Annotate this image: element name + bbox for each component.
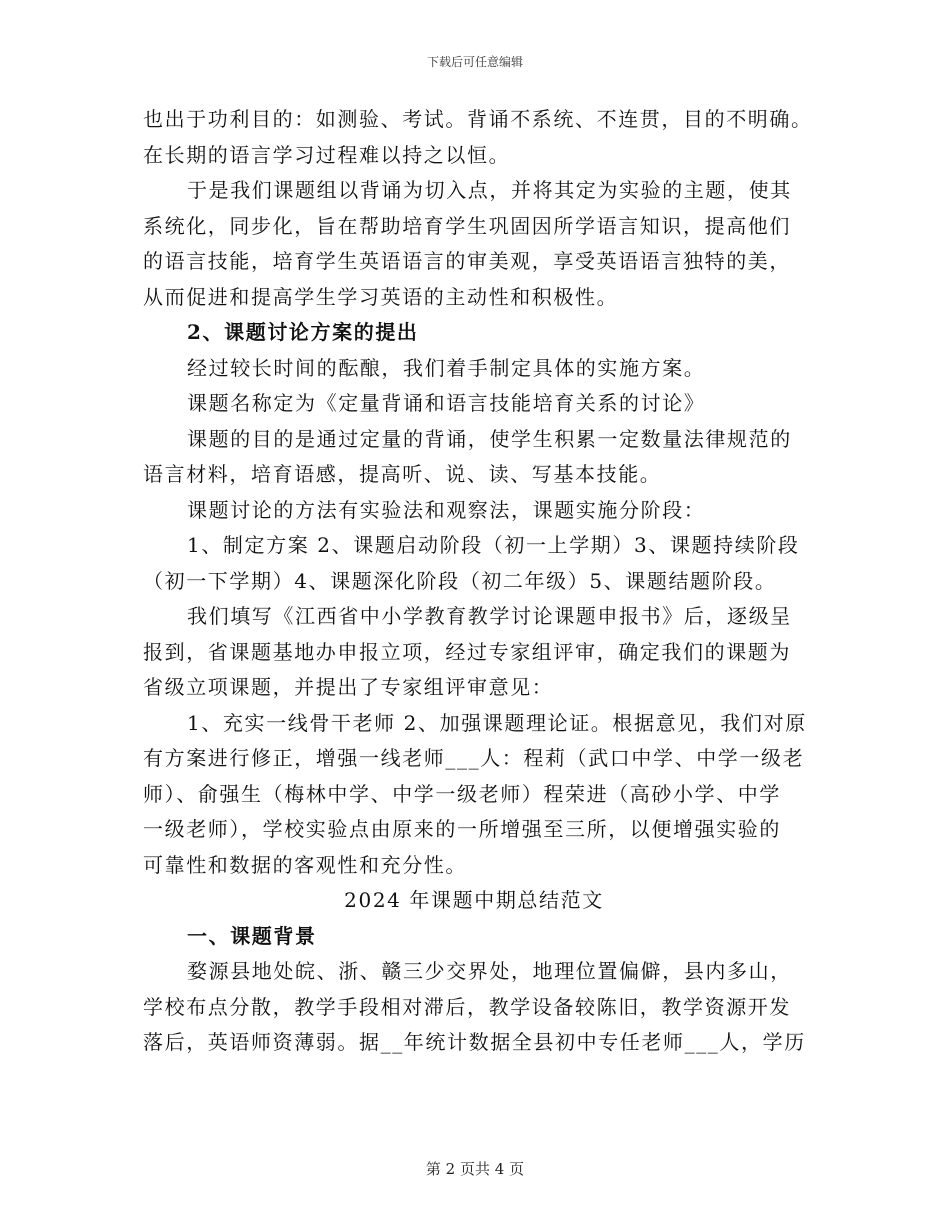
page-header: 下载后可任意编辑 <box>426 55 523 69</box>
text-line: 一级老师），学校实验点由原来的一所增强至三所，以便增强实验的 <box>143 817 781 841</box>
text-line: 师）、俞强生（梅林中学、中学一级老师）程荣进（高砂小学、中学 <box>143 781 781 806</box>
text-line: 课题讨论的方法有实验法和观察法，课题实施分阶段： <box>187 497 706 522</box>
text-line: 语言材料，培育语感，提高听、说、读、写基本技能。 <box>143 462 662 486</box>
text-line: 报到，省课题基地办申报立项，经过专家组评审，确定我们的课题为 <box>143 639 791 664</box>
text-line: 课题的目的是通过定量的背诵，使学生积累一定数量法律规范的 <box>187 426 792 451</box>
text-line: 2024 年课题中期总结范文 <box>344 888 604 912</box>
document-body <box>143 102 813 1061</box>
text-line: 经过较长时间的酝酿，我们着手制定具体的实施方案。 <box>187 355 706 380</box>
text-line: 婺源县地处皖、浙、赣三少交界处，地理位置偏僻，县内多山， <box>187 959 792 983</box>
text-line: 的语言技能，培育学生英语语言的审美观，享受英语语言独特的美， <box>143 249 791 273</box>
text-line: 在长期的语言学习过程难以持之以恒。 <box>143 142 511 167</box>
text-line: 学校布点分散，教学手段相对滞后，教学设备较陈旧，教学资源开发 <box>143 994 791 1019</box>
text-line: 落后，英语师资薄弱。据__年统计数据全县初中专任老师___人，学历 <box>143 1030 806 1054</box>
text-line: 系统化，同步化，旨在帮助培育学生巩固因所学语言知识，提高他们 <box>143 213 791 238</box>
text-line: 也出于功利目的：如测验、考试。背诵不系统、不连贯，目的不明确。 <box>143 107 813 131</box>
page-footer: 第 2 页共 4 页 <box>425 1160 525 1178</box>
text-line: 课题名称定为《定量背诵和语言技能培育关系的讨论》 <box>187 391 706 415</box>
text-line: 我们填写《江西省中小学教育教学讨论课题申报书》后，逐级呈 <box>187 604 792 628</box>
text-line: 于是我们课题组以背诵为切入点，并将其定为实验的主题，使其 <box>187 178 792 202</box>
text-line: 可靠性和数据的客观性和充分性。 <box>143 852 467 877</box>
text-line: 2、课题讨论方案的提出 <box>187 320 419 344</box>
text-line: （初一下学期）4、课题深化阶段（初二年级）5、课题结题阶段。 <box>143 568 777 593</box>
text-line: 1、充实一线骨干老师 2、加强课题理论证。根据意见，我们对原 <box>187 710 807 735</box>
text-line: 省级立项课题，并提出了专家组评审意见： <box>143 675 554 699</box>
text-line: 从而促进和提高学生学习英语的主动性和积极性。 <box>143 284 619 309</box>
text-line: 一、课题背景 <box>187 923 317 948</box>
text-line: 1、制定方案 2、课题启动阶段（初一上学期）3、课题持续阶段 <box>187 533 800 557</box>
text-line: 有方案进行修正，增强一线老师___人：程莉（武口中学、中学一级老 <box>143 746 805 770</box>
